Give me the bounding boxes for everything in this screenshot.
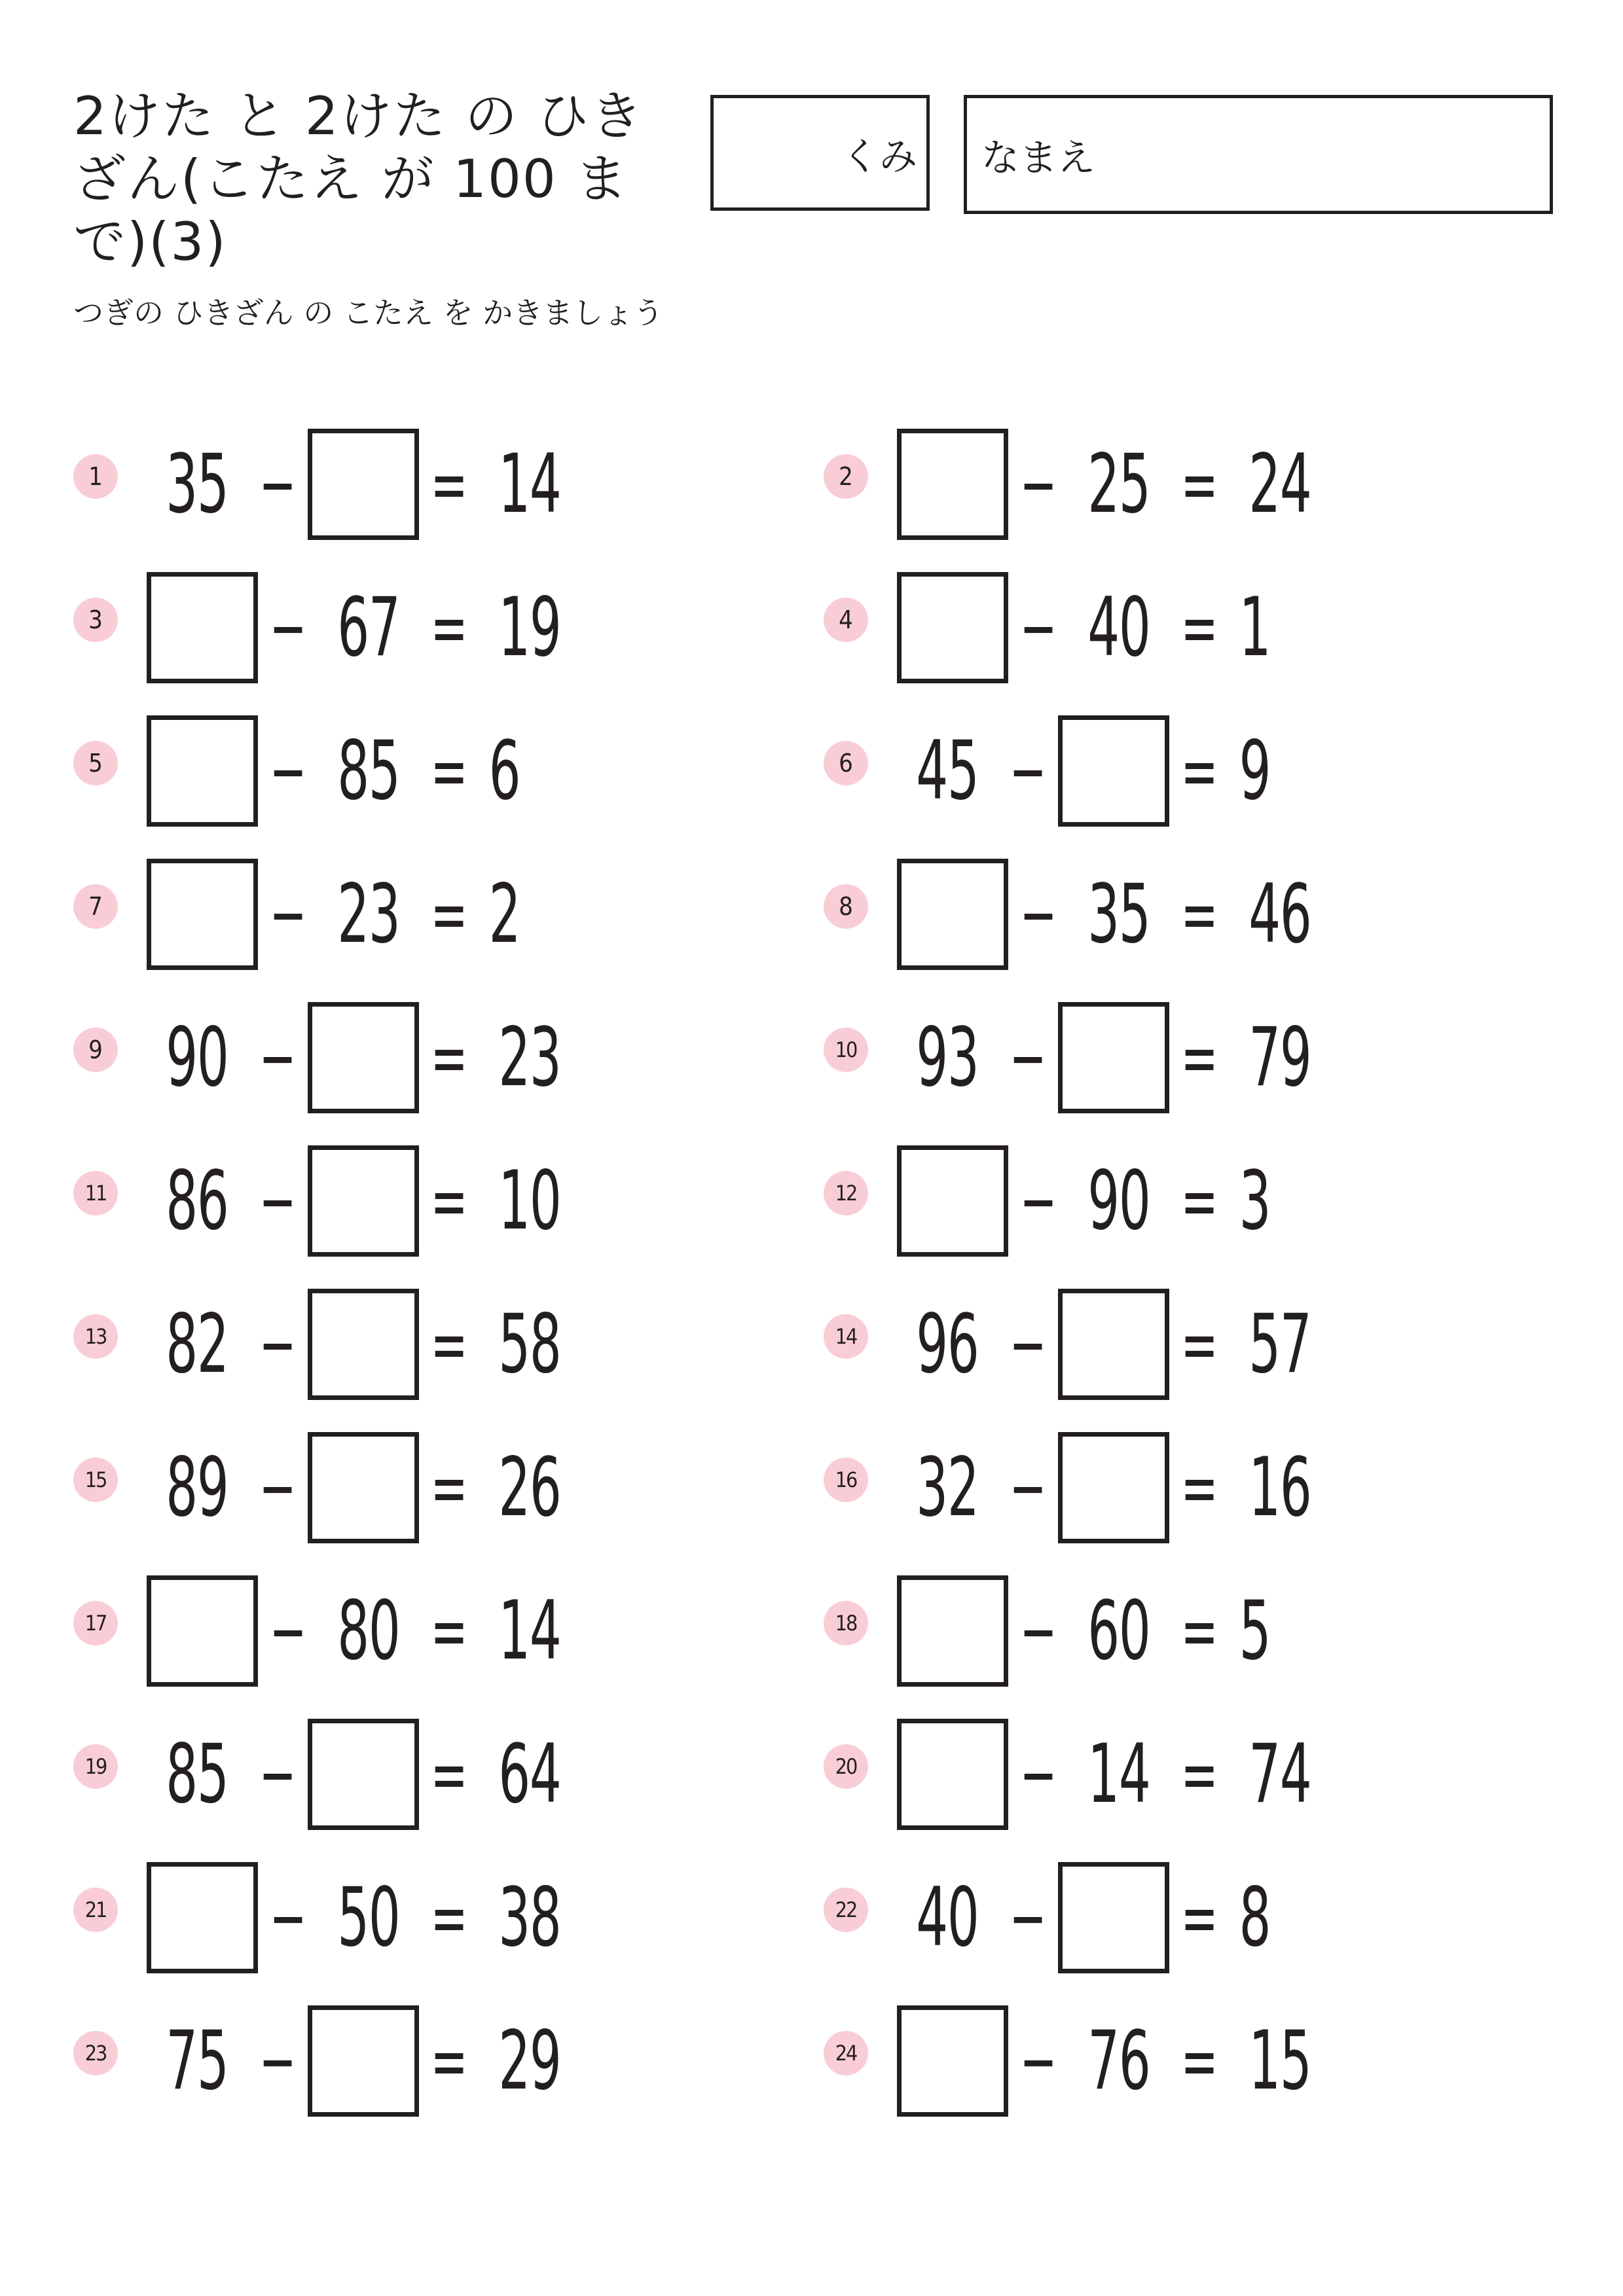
problem-item (824, 1142, 1478, 1260)
problem-number: 7 (73, 884, 118, 929)
answer-box[interactable] (147, 1575, 258, 1687)
problem-item (73, 1859, 728, 1977)
problem-number: 17 (73, 1601, 118, 1645)
problem-number: 16 (824, 1458, 868, 1502)
equals-sign: = (430, 872, 468, 956)
equation (147, 1572, 580, 1690)
answer-box[interactable] (897, 859, 1008, 970)
number: 89 (166, 1441, 228, 1535)
equals-sign: = (430, 1016, 468, 1100)
number: 75 (166, 2014, 228, 2108)
problem-number: 11 (73, 1171, 118, 1215)
problem-number: 24 (824, 2031, 868, 2075)
minus-sign: − (269, 729, 307, 813)
number: 45 (916, 724, 979, 818)
problem-item (824, 569, 1478, 687)
number: 79 (1249, 1011, 1311, 1105)
class-field[interactable] (710, 95, 930, 211)
equals-sign: = (430, 729, 468, 813)
problem-number: 13 (73, 1314, 118, 1359)
number: 3 (1239, 1154, 1271, 1248)
minus-sign: − (1019, 1732, 1057, 1816)
number: 14 (498, 1584, 561, 1678)
answer-box[interactable] (147, 715, 258, 827)
number: 80 (337, 1584, 400, 1678)
answer-box[interactable] (147, 1862, 258, 1973)
equation (147, 569, 580, 687)
answer-box[interactable] (308, 1002, 419, 1113)
equation (897, 1285, 1330, 1403)
problem-number: 21 (73, 1888, 118, 1932)
number: 64 (498, 1727, 561, 1821)
number: 82 (166, 1297, 228, 1391)
equals-sign: = (1180, 1159, 1218, 1243)
name-field[interactable] (964, 95, 1553, 214)
problem-item (73, 1572, 728, 1690)
minus-sign: − (259, 442, 297, 526)
equation (147, 1859, 580, 1977)
equation (897, 425, 1330, 543)
number: 57 (1249, 1297, 1311, 1391)
problem-number: 8 (824, 884, 868, 929)
number: 8 (1239, 1871, 1271, 1965)
number: 46 (1249, 867, 1311, 961)
problem-item (824, 855, 1478, 973)
equation (147, 1285, 580, 1403)
equals-sign: = (1180, 1876, 1218, 1960)
minus-sign: − (269, 1589, 307, 1673)
minus-sign: − (1019, 1589, 1057, 1673)
number: 23 (498, 1011, 561, 1105)
problem-number: 4 (824, 598, 868, 642)
problem-number: 9 (73, 1028, 118, 1072)
equals-sign: = (1180, 1589, 1218, 1673)
equation (147, 425, 580, 543)
minus-sign: − (1009, 1446, 1047, 1530)
problem-item (73, 712, 728, 830)
problem-number: 18 (824, 1601, 868, 1645)
problem-item (824, 712, 1478, 830)
answer-box[interactable] (1058, 1432, 1169, 1543)
minus-sign: − (1019, 442, 1057, 526)
minus-sign: − (269, 1876, 307, 1960)
problem-number: 15 (73, 1458, 118, 1502)
answer-box[interactable] (308, 429, 419, 540)
number: 15 (1249, 2014, 1311, 2108)
equation (147, 855, 530, 973)
minus-sign: − (1019, 586, 1057, 670)
equals-sign: = (430, 1159, 468, 1243)
problem-number: 1 (73, 454, 118, 499)
equation (897, 2002, 1330, 2120)
number: 35 (1087, 867, 1150, 961)
answer-box[interactable] (147, 859, 258, 970)
equals-sign: = (430, 442, 468, 526)
minus-sign: − (1009, 1876, 1047, 1960)
answer-box[interactable] (308, 1432, 419, 1543)
problem-item (824, 1429, 1478, 1547)
number: 85 (337, 724, 400, 818)
minus-sign: − (1019, 872, 1057, 956)
equals-sign: = (1180, 2019, 1218, 2103)
problem-item (73, 1715, 728, 1833)
equals-sign: = (1180, 729, 1218, 813)
class-label: くみ (841, 134, 917, 179)
number: 93 (916, 1011, 979, 1105)
problem-item (73, 569, 728, 687)
answer-box[interactable] (897, 1145, 1008, 1257)
answer-box[interactable] (1058, 1289, 1169, 1400)
instruction-text: つぎの ひきざん の こたえ を かきましょう (73, 295, 664, 331)
problem-number: 19 (73, 1744, 118, 1789)
number: 96 (916, 1297, 979, 1391)
equation (147, 1429, 580, 1547)
problem-item (824, 1285, 1478, 1403)
number: 35 (166, 437, 228, 531)
minus-sign: − (269, 872, 307, 956)
equals-sign: = (1180, 1016, 1218, 1100)
answer-box[interactable] (897, 1575, 1008, 1687)
equals-sign: = (1180, 1446, 1218, 1530)
minus-sign: − (1019, 2019, 1057, 2103)
answer-box[interactable] (147, 572, 258, 683)
number: 74 (1249, 1727, 1311, 1821)
worksheet-title: 2けた と 2けた の ひきざん(こたえ が 100 まで)(3) (73, 86, 644, 272)
answer-box[interactable] (308, 1719, 419, 1830)
answer-box[interactable] (1058, 1002, 1169, 1113)
problem-item (73, 2002, 728, 2120)
answer-box[interactable] (1058, 1862, 1169, 1973)
number: 26 (498, 1441, 561, 1535)
number: 9 (1239, 724, 1271, 818)
equals-sign: = (1180, 1732, 1218, 1816)
minus-sign: − (1019, 1159, 1057, 1243)
problem-number: 5 (73, 741, 118, 785)
problem-item (73, 1142, 728, 1260)
equation (897, 855, 1330, 973)
problem-item (824, 425, 1478, 543)
number: 60 (1087, 1584, 1150, 1678)
equation (897, 1429, 1330, 1547)
equals-sign: = (430, 2019, 468, 2103)
problem-number: 14 (824, 1314, 868, 1359)
number: 24 (1249, 437, 1311, 531)
equation (897, 1715, 1330, 1833)
minus-sign: − (1009, 1302, 1047, 1386)
equation (897, 999, 1330, 1117)
number: 76 (1087, 2014, 1150, 2108)
problem-number: 10 (824, 1028, 868, 1072)
minus-sign: − (259, 1302, 297, 1386)
problem-number: 23 (73, 2031, 118, 2075)
problem-item (73, 1285, 728, 1403)
problem-item (824, 1572, 1478, 1690)
number: 25 (1087, 437, 1150, 531)
number: 14 (498, 437, 561, 531)
number: 86 (166, 1154, 228, 1248)
equals-sign: = (1180, 442, 1218, 526)
problem-item (73, 425, 728, 543)
equation (897, 1572, 1280, 1690)
problem-number: 22 (824, 1888, 868, 1932)
number: 40 (1087, 581, 1150, 675)
answer-box[interactable] (308, 1145, 419, 1257)
number: 40 (916, 1871, 979, 1965)
number: 38 (498, 1871, 561, 1965)
number: 67 (337, 581, 400, 675)
minus-sign: − (1009, 1016, 1047, 1100)
equals-sign: = (1180, 586, 1218, 670)
number: 5 (1239, 1584, 1271, 1678)
number: 10 (498, 1154, 561, 1248)
answer-box[interactable] (308, 2005, 419, 2117)
minus-sign: − (259, 1446, 297, 1530)
number: 90 (1087, 1154, 1150, 1248)
answer-box[interactable] (897, 1719, 1008, 1830)
problem-item (824, 999, 1478, 1117)
problem-number: 3 (73, 598, 118, 642)
minus-sign: − (1009, 729, 1047, 813)
equation (147, 712, 530, 830)
minus-sign: − (259, 1732, 297, 1816)
equation (897, 1859, 1280, 1977)
number: 50 (337, 1871, 400, 1965)
number: 6 (488, 724, 520, 818)
minus-sign: − (269, 586, 307, 670)
number: 29 (498, 2014, 561, 2108)
equals-sign: = (430, 1446, 468, 1530)
problem-number: 20 (824, 1744, 868, 1789)
answer-box[interactable] (897, 429, 1008, 540)
equation (147, 999, 580, 1117)
name-label: なまえ (981, 135, 1096, 180)
number: 14 (1087, 1727, 1150, 1821)
number: 85 (166, 1727, 228, 1821)
problem-item (73, 999, 728, 1117)
number: 32 (916, 1441, 979, 1535)
answer-box[interactable] (897, 572, 1008, 683)
equals-sign: = (430, 586, 468, 670)
number: 23 (337, 867, 400, 961)
problem-number: 6 (824, 741, 868, 785)
problem-item (824, 1859, 1478, 1977)
equals-sign: = (430, 1732, 468, 1816)
equation (897, 1142, 1280, 1260)
problem-item (824, 1715, 1478, 1833)
equation (897, 712, 1280, 830)
equals-sign: = (1180, 1302, 1218, 1386)
equation (897, 569, 1280, 687)
answer-box[interactable] (897, 2005, 1008, 2117)
minus-sign: − (259, 2019, 297, 2103)
number: 1 (1239, 581, 1271, 675)
equation (147, 1142, 580, 1260)
number: 58 (498, 1297, 561, 1391)
number: 2 (488, 867, 520, 961)
equals-sign: = (1180, 872, 1218, 956)
equation (147, 2002, 580, 2120)
problem-number: 12 (824, 1171, 868, 1215)
equals-sign: = (430, 1876, 468, 1960)
problem-item (824, 2002, 1478, 2120)
answer-box[interactable] (308, 1289, 419, 1400)
equals-sign: = (430, 1302, 468, 1386)
problem-item (73, 1429, 728, 1547)
equation (147, 1715, 580, 1833)
number: 16 (1249, 1441, 1311, 1535)
answer-box[interactable] (1058, 715, 1169, 827)
number: 19 (498, 581, 561, 675)
equals-sign: = (430, 1589, 468, 1673)
number: 90 (166, 1011, 228, 1105)
problem-item (73, 855, 728, 973)
minus-sign: − (259, 1159, 297, 1243)
problem-number: 2 (824, 454, 868, 499)
minus-sign: − (259, 1016, 297, 1100)
